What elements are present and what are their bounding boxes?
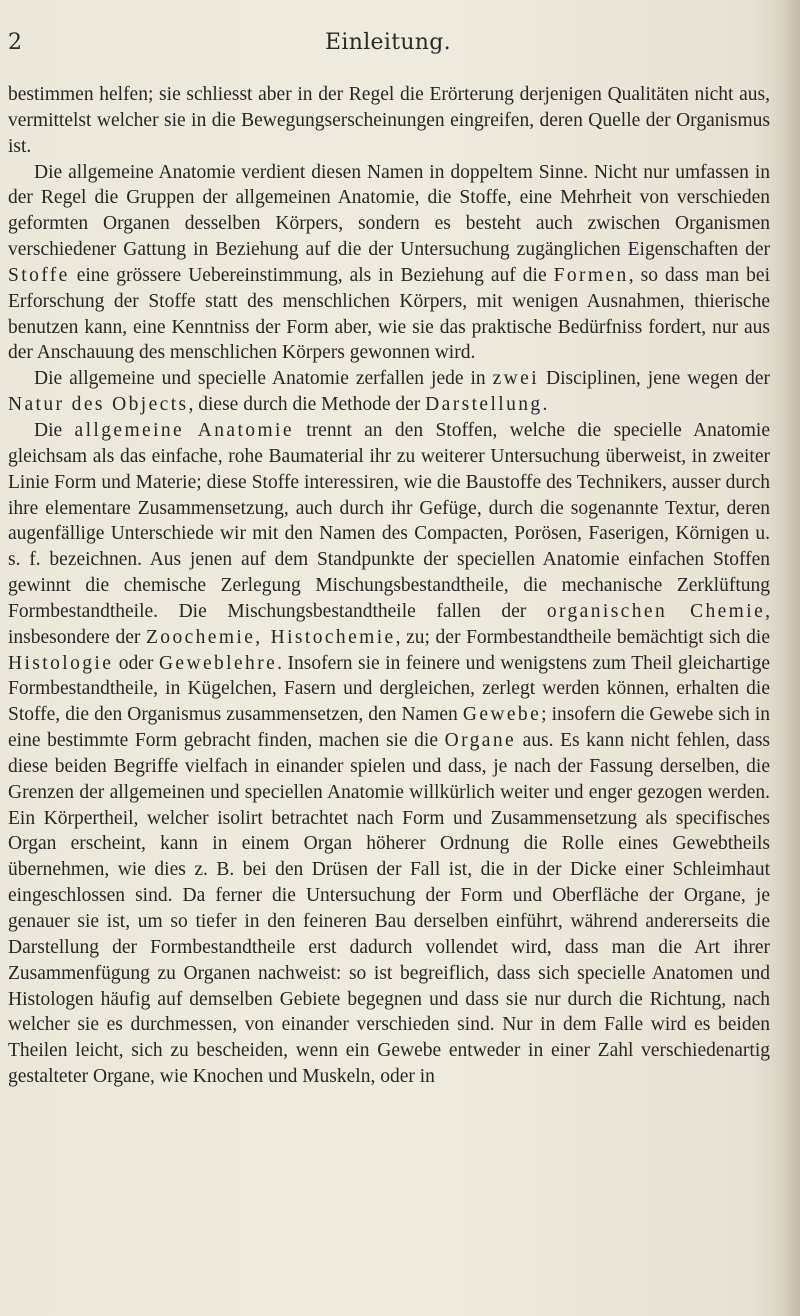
- text-run: oder: [113, 652, 159, 674]
- emphasized-text: Gewebe: [462, 704, 542, 726]
- emphasized-text: Organe: [444, 730, 517, 752]
- text-run: . Insofern sie in feinere und wenigstens zum Theil gleichartige Formbestandtheile, in Kügelchen, Fasern und dergleichen, zerlegt werden können, erhalten die Stoffe, die den Organismus zusammensetzen, den Namen: [8, 652, 770, 726]
- text-run: , so dass man bei Erforschung der Stoffe statt des menschlichen Körpers, mit wenigen Ausnahmen, thierische benutzen kann, eine Kenntniss der Form aber, wie sie das praktische Bedürfniss fordert, nur aus der Anschauung des menschlichen Körpers gewonnen wird.: [8, 264, 770, 364]
- paragraph: [8, 366, 770, 418]
- text-run: Die allgemeine Anatomie verdient diesen Namen in doppeltem Sinne. Nicht nur umfassen in der Regel die Gruppen der allgemeinen Anatomie, die Stoffe, eine Mehrheit von verschieden geformten Organen desselben Körpers, sondern es besteht auch zwischen Organismen verschiedener Gattung in Beziehung auf die der Untersuchung zugänglichen Eigenschaften der: [8, 161, 770, 261]
- text-run: Die: [34, 419, 75, 441]
- emphasized-text: Stoffe: [8, 264, 70, 286]
- emphasized-text: Histologie: [8, 652, 114, 674]
- paragraph: [8, 418, 770, 1090]
- emphasized-text: Zoochemie, Histochemie: [145, 626, 396, 648]
- text-run: , insbesondere der: [8, 600, 770, 648]
- text-run: Die allgemeine und specielle Anatomie zerfallen jede in: [34, 368, 493, 390]
- page-header: [8, 30, 768, 64]
- text-run: bestimmen helfen; sie schliesst aber in der Regel die Erörterung derjenigen Qualitäten nicht aus, vermittelst welcher sie in die Bewegungserscheinungen eingreifen, deren Quelle der Organismus ist.: [8, 84, 770, 157]
- emphasized-text: allgemeine Anatomie: [74, 419, 294, 441]
- emphasized-text: Darstellung: [425, 394, 543, 416]
- emphasized-text: zwei: [492, 368, 540, 390]
- emphasized-text: organischen Chemie: [546, 600, 766, 622]
- text-run: , zu; der Formbestandtheile bemächtigt sich die: [395, 626, 771, 648]
- body-text: [8, 82, 770, 1090]
- paragraph: [8, 160, 770, 367]
- emphasized-text: Formen: [553, 264, 629, 286]
- text-run: ; insofern die Gewebe sich in eine bestimmte Form gebracht finden, machen sie die: [8, 704, 770, 752]
- text-run: eine grössere Uebereinstimmung, als in Beziehung auf die: [69, 264, 554, 286]
- running-title: Einleitung.: [325, 30, 451, 55]
- text-run: trennt an den Stoffen, welche die specielle Anatomie gleichsam als das einfache, rohe Baumaterial ihr zu weiterer Untersuchung überweist, in zweiter Linie Form und Materie; diese Stoffe interessiren, wie die Baustoffe des Technikers, ausser durch ihre elementare Zusammensetzung, auch durch ihr Gefüge, durch die sogenannte Textur, deren augenfällige Unterschiede wir mit den Namen des Compacten, Porösen, Faserigen, Körnigen u. s. f. bezeichnen. Aus jenen auf dem Standpunkte der speciellen Anatomie einfachen Stoffen gewinnt die chemische Zerlegung Mischungsbestandtheile, die mechanische Zerklüftung Formbestandtheile. Die Mischungsbestandtheile fallen der: [8, 419, 770, 622]
- page-edge-shadow: [782, 0, 800, 1316]
- text-run: aus. Es kann nicht fehlen, dass diese beiden Begriffe vielfach in einander spielen und dass, je nach der Fassung derselben, die Grenzen der allgemeinen und speciellen Anatomie willkürlich weiter und enger gezogen werden. Ein Körpertheil, welcher isolirt betrachtet nach Form und Zusammensetzung als specifisches Organ erscheint, kann in einem Organ höherer Ordnung die Rolle eines Gewebtheils übernehmen, wie dies z. B. bei den Drüsen der Fall ist, die in der Dicke einer Schleimhaut eingeschlossen sind. Da ferner die Untersuchung der Form und Oberfläche der Organe, je genauer sie ist, um so tiefer in den feineren Bau derselben einführt, während andererseits die Darstellung der Formbestandtheile erst dadurch vollendet wird, dass man die Art ihrer Zusammenfügung zu Organen nachweist: so ist begreiflich, dass sich specielle Anatomen und Histologen häufig auf demselben Gebiete begegnen und dass sie nur durch die Richtung, nach welcher sie es durchmessen, von einander verschieden sind. Nur in dem Falle wird es beiden Theilen leicht, sich zu bescheiden, wenn ein Gewebe entweder in einer Zahl verschiedenartig gestalteter Organe, wie Knochen und Muskeln, oder in: [8, 730, 770, 1088]
- paragraph: [8, 82, 770, 160]
- page-number: 2: [8, 30, 22, 55]
- emphasized-text: Geweblehre: [158, 652, 278, 674]
- emphasized-text: Natur des Objects: [8, 394, 189, 416]
- text-run: , diese durch die Methode der: [188, 394, 426, 416]
- text-run: .: [542, 394, 548, 416]
- text-run: Disciplinen, jene wegen der: [539, 368, 770, 390]
